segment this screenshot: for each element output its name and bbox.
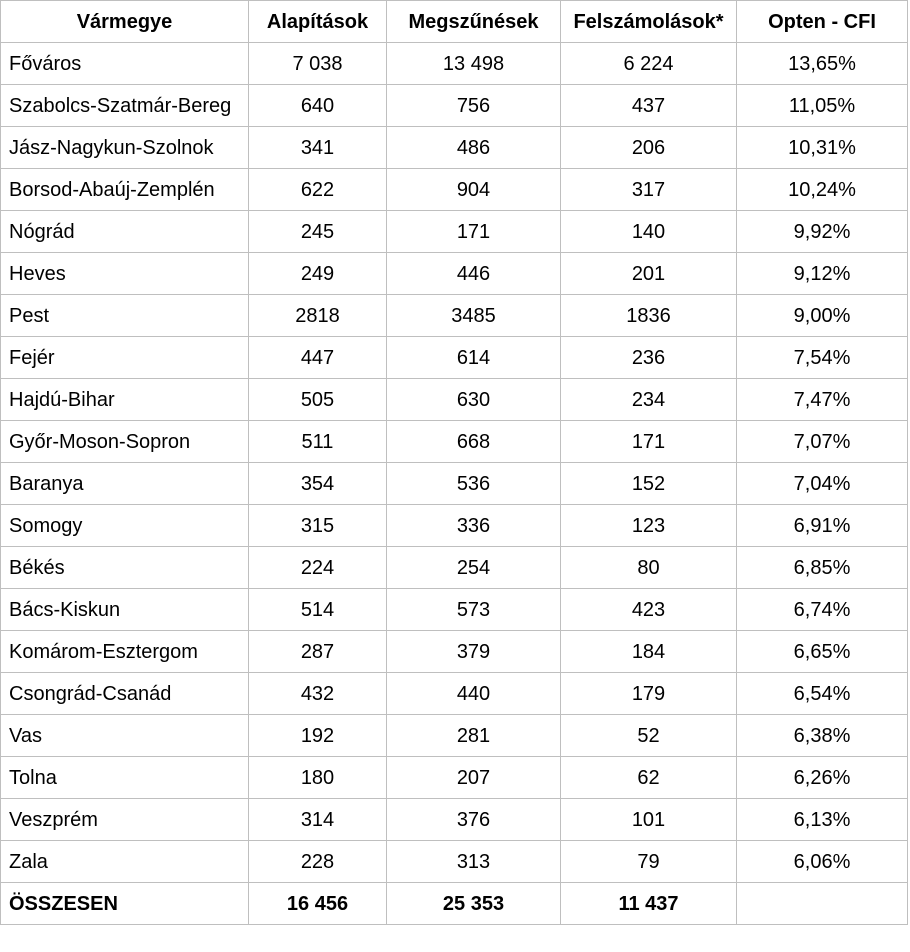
header-row: [1, 1, 908, 43]
cell-closures: 171: [387, 211, 561, 253]
cell-opten-cfi: 6,65%: [737, 631, 908, 673]
county-name: Hajdú-Bihar: [9, 388, 115, 411]
cell-closures: 376: [387, 799, 561, 841]
cell-foundings: 224: [249, 547, 387, 589]
table-row: [1, 379, 908, 421]
cell-liquidations: 62: [561, 757, 737, 799]
cell-liquidations: 234: [561, 379, 737, 421]
county-name: Zala: [9, 850, 48, 873]
cell-liquidations: 1836: [561, 295, 737, 337]
cell-foundings: 432: [249, 673, 387, 715]
county-name: Főváros: [9, 52, 82, 75]
cell-liquidations: 184: [561, 631, 737, 673]
total-row: [1, 883, 908, 925]
cell-opten-cfi: 6,13%: [737, 799, 908, 841]
table-row: [1, 715, 908, 757]
cell-foundings: 180: [249, 757, 387, 799]
cell-foundings: 341: [249, 127, 387, 169]
cell-opten-cfi: 9,00%: [737, 295, 908, 337]
cell-foundings: 505: [249, 379, 387, 421]
header-closures: Megszűnések: [387, 1, 561, 43]
county-name: Veszprém: [9, 808, 98, 831]
cell-liquidations: 179: [561, 673, 737, 715]
cell-opten-cfi: 9,92%: [737, 211, 908, 253]
cell-closures: 446: [387, 253, 561, 295]
cell-county: [1, 589, 249, 631]
total-closures: 25 353: [387, 883, 561, 925]
table-row: [1, 85, 908, 127]
cell-liquidations: 152: [561, 463, 737, 505]
cell-liquidations: 79: [561, 841, 737, 883]
cell-closures: 536: [387, 463, 561, 505]
county-name: Somogy: [9, 514, 83, 537]
cell-liquidations: 101: [561, 799, 737, 841]
cell-county: [1, 673, 249, 715]
cell-opten-cfi: 9,12%: [737, 253, 908, 295]
cell-closures: 336: [387, 505, 561, 547]
cell-county: [1, 379, 249, 421]
county-name: Bács-Kiskun: [9, 598, 121, 621]
table-row: [1, 211, 908, 253]
cell-foundings: 192: [249, 715, 387, 757]
table-row: [1, 589, 908, 631]
county-name: Jász-Nagykun-Szolnok: [9, 136, 214, 159]
county-name: Nógrád: [9, 220, 75, 243]
cell-foundings: 447: [249, 337, 387, 379]
cell-county: [1, 547, 249, 589]
cell-liquidations: 437: [561, 85, 737, 127]
cell-liquidations: 80: [561, 547, 737, 589]
cell-opten-cfi: 6,91%: [737, 505, 908, 547]
cell-county: [1, 757, 249, 799]
cell-opten-cfi: 6,74%: [737, 589, 908, 631]
total-liquidations: 11 437: [561, 883, 737, 925]
cell-liquidations: 236: [561, 337, 737, 379]
cell-foundings: 228: [249, 841, 387, 883]
cell-county: [1, 505, 249, 547]
cell-opten-cfi: 6,85%: [737, 547, 908, 589]
county-name: Heves: [9, 262, 66, 285]
cell-foundings: 245: [249, 211, 387, 253]
table-row: [1, 505, 908, 547]
table-row: [1, 253, 908, 295]
table-row: [1, 169, 908, 211]
cell-county: [1, 841, 249, 883]
cell-closures: 281: [387, 715, 561, 757]
table-row: [1, 295, 908, 337]
header-liquidations: Felszámolások*: [561, 1, 737, 43]
cell-closures: 668: [387, 421, 561, 463]
cell-liquidations: 423: [561, 589, 737, 631]
cell-closures: 313: [387, 841, 561, 883]
cell-closures: 630: [387, 379, 561, 421]
cell-liquidations: 201: [561, 253, 737, 295]
header-opten-cfi: Opten - CFI: [737, 1, 908, 43]
table-row: [1, 43, 908, 85]
cell-county: [1, 421, 249, 463]
cell-closures: 486: [387, 127, 561, 169]
cell-opten-cfi: 6,54%: [737, 673, 908, 715]
cell-county: [1, 463, 249, 505]
cell-closures: 904: [387, 169, 561, 211]
cell-closures: 379: [387, 631, 561, 673]
header-foundings: Alapítások: [249, 1, 387, 43]
cell-liquidations: 52: [561, 715, 737, 757]
cell-county: [1, 631, 249, 673]
table-row: [1, 127, 908, 169]
cell-closures: 3485: [387, 295, 561, 337]
total-foundings: 16 456: [249, 883, 387, 925]
cell-opten-cfi: 7,47%: [737, 379, 908, 421]
cell-closures: 254: [387, 547, 561, 589]
cell-foundings: 315: [249, 505, 387, 547]
cell-liquidations: 206: [561, 127, 737, 169]
county-name: Csongrád-Csanád: [9, 682, 172, 705]
cell-foundings: 249: [249, 253, 387, 295]
cell-opten-cfi: 7,07%: [737, 421, 908, 463]
cell-foundings: 640: [249, 85, 387, 127]
cell-opten-cfi: 6,06%: [737, 841, 908, 883]
table-row: [1, 757, 908, 799]
table-row: [1, 799, 908, 841]
total-label: ÖSSZESEN: [1, 883, 249, 925]
cell-liquidations: 317: [561, 169, 737, 211]
cell-opten-cfi: 11,05%: [737, 85, 908, 127]
table-row: [1, 673, 908, 715]
cell-county: [1, 211, 249, 253]
cell-opten-cfi: 6,26%: [737, 757, 908, 799]
county-name: Szabolcs-Szatmár-Bereg: [9, 94, 232, 117]
cell-county: [1, 85, 249, 127]
county-name: Borsod-Abaúj-Zemplén: [9, 178, 215, 201]
cell-foundings: 7 038: [249, 43, 387, 85]
county-name: Fejér: [9, 346, 55, 369]
cell-county: [1, 799, 249, 841]
cell-liquidations: 6 224: [561, 43, 737, 85]
cell-opten-cfi: 6,38%: [737, 715, 908, 757]
total-opten-cfi: [737, 883, 908, 925]
cell-opten-cfi: 7,54%: [737, 337, 908, 379]
table-row: [1, 547, 908, 589]
county-name: Tolna: [9, 766, 57, 789]
cell-foundings: 287: [249, 631, 387, 673]
cell-opten-cfi: 10,31%: [737, 127, 908, 169]
county-name: Pest: [9, 304, 50, 327]
cell-foundings: 314: [249, 799, 387, 841]
cell-foundings: 2818: [249, 295, 387, 337]
cell-closures: 440: [387, 673, 561, 715]
table-row: [1, 337, 908, 379]
cell-liquidations: 171: [561, 421, 737, 463]
cell-foundings: 511: [249, 421, 387, 463]
county-name: Vas: [9, 724, 42, 747]
cell-liquidations: 140: [561, 211, 737, 253]
table-row: [1, 841, 908, 883]
county-name: Győr-Moson-Sopron: [9, 430, 191, 453]
cell-closures: 207: [387, 757, 561, 799]
county-name: Baranya: [9, 472, 84, 495]
cell-liquidations: 123: [561, 505, 737, 547]
table-row: [1, 631, 908, 673]
cell-closures: 756: [387, 85, 561, 127]
cell-opten-cfi: 10,24%: [737, 169, 908, 211]
cell-county: [1, 127, 249, 169]
cell-county: [1, 715, 249, 757]
cell-county: [1, 253, 249, 295]
cell-closures: 614: [387, 337, 561, 379]
cell-county: [1, 169, 249, 211]
county-name: Békés: [9, 556, 65, 579]
cell-opten-cfi: 13,65%: [737, 43, 908, 85]
cell-county: [1, 43, 249, 85]
county-name: Komárom-Esztergom: [9, 640, 198, 663]
table-row: [1, 463, 908, 505]
cell-foundings: 514: [249, 589, 387, 631]
cell-closures: 573: [387, 589, 561, 631]
table-row: [1, 421, 908, 463]
cell-foundings: 622: [249, 169, 387, 211]
cell-county: [1, 337, 249, 379]
cell-county: [1, 295, 249, 337]
cell-opten-cfi: 7,04%: [737, 463, 908, 505]
cell-foundings: 354: [249, 463, 387, 505]
cell-closures: 13 498: [387, 43, 561, 85]
header-county: Vármegye: [1, 1, 249, 43]
